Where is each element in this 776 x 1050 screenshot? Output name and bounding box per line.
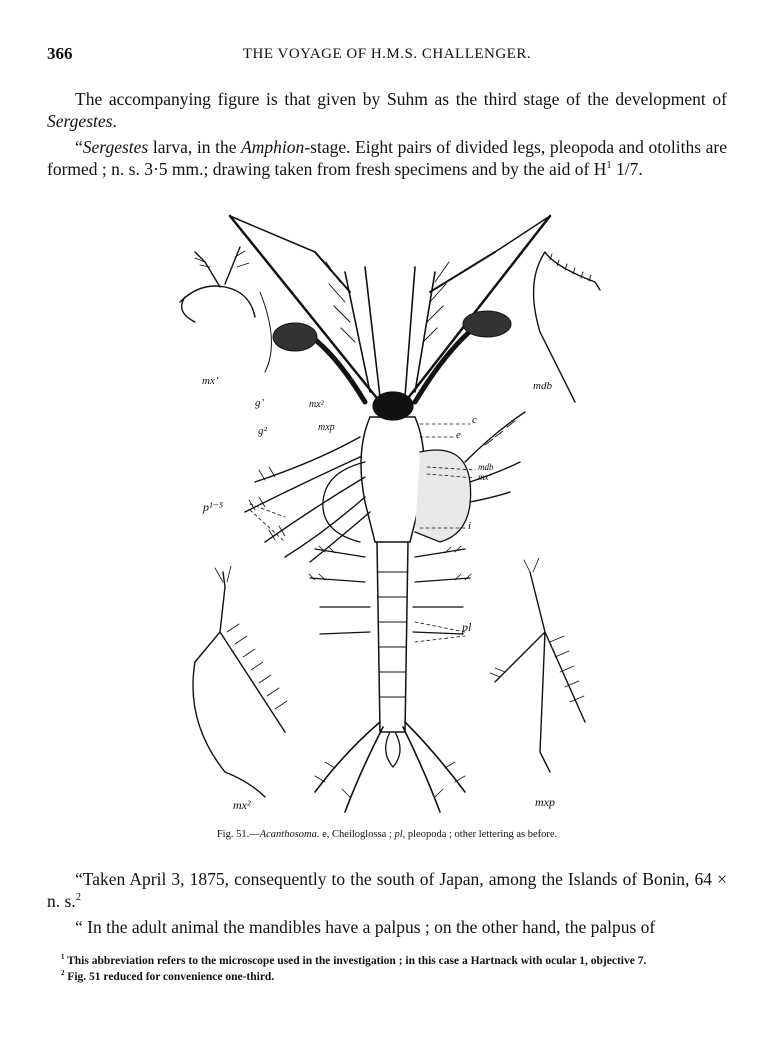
label-mdb-mid: mdb <box>478 462 494 472</box>
italic-amphion: Amphion <box>241 137 305 157</box>
caption-text-a: e, Cheiloglossa ; <box>319 829 395 840</box>
running-title: THE VOYAGE OF H.M.S. CHALLENGER. <box>242 46 532 62</box>
paragraph-quote-text-b: -stage. Eight pairs of divided legs, pleopoda and otoliths are formed ; n. s. 3·5 mm.; drawing taken from fresh specimens and by the aid of H <box>47 137 728 179</box>
paragraph-intro-text: The accompanying figure is that given by Suhm as the third stage of the development of <box>75 89 727 109</box>
label-mx2-bottom: mx² <box>233 798 251 812</box>
label-i: i <box>468 520 472 532</box>
label-mx1: mx’ <box>202 375 219 387</box>
label-mx-mid: mx’ <box>478 472 492 482</box>
body-text-bottom <box>47 868 727 938</box>
page-header <box>47 44 727 68</box>
italic-sergestes: Sergestes <box>47 111 113 131</box>
tail-fan <box>315 722 465 812</box>
open-quote: “ <box>75 137 83 157</box>
caption-text-b: , pleopoda ; other lettering as before. <box>402 829 558 840</box>
caption-genus: Acanthosoma. <box>259 829 320 840</box>
objective-fraction: 1/7 <box>616 159 639 179</box>
paragraph-taken-text: “Taken April 3, 1875, consequently to the south of Japan, among the Islands of Bonin, 64 × n. s. <box>47 869 727 911</box>
label-p15: p¹⁻⁵ <box>203 500 224 514</box>
figure-caption <box>47 829 727 840</box>
label-mxp-bottom: mxp <box>535 795 555 809</box>
inset-mx1 <box>180 247 271 372</box>
inset-mxp <box>490 558 585 772</box>
label-c: c <box>472 414 477 426</box>
paragraph-taken <box>47 868 727 912</box>
page-number: 366 <box>47 44 73 63</box>
label-mxp-top: mxp <box>318 422 335 433</box>
footnote-1-mark: 1 <box>61 954 65 962</box>
paragraph-quote <box>47 136 727 180</box>
inset-mx2 <box>193 566 287 797</box>
carapace-and-body <box>323 417 471 767</box>
paragraph-adult-text: “ In the adult animal the mandibles have a palpus ; on the other hand, the palpus of <box>75 917 656 937</box>
label-e: e <box>456 429 461 441</box>
left-thoracic-legs <box>245 437 370 562</box>
label-g1: g’ <box>255 397 265 409</box>
label-mdb-right: mdb <box>533 380 552 392</box>
footnote-1-text: This abbreviation refers to the microscope used in the investigation ; in this case a Hartnack with ocular 1, objective 7. <box>64 955 647 967</box>
label-mx2-top: mx² <box>309 399 324 410</box>
italic-sergestes-2: Sergestes <box>82 137 149 157</box>
label-g2: g² <box>258 425 267 437</box>
footnote-ref-2: 2 <box>75 892 81 904</box>
caption-prefix: Fig. 51.— <box>216 829 260 840</box>
figure-51 <box>165 212 615 822</box>
paragraph-intro <box>47 88 727 132</box>
body-text-top <box>47 88 727 180</box>
footnote-2 <box>47 970 727 985</box>
paragraph-quote-end: . <box>638 159 643 179</box>
footnote-2-text: Fig. 51 reduced for convenience one-third. <box>64 971 275 983</box>
footnote-ref-1: 1 <box>606 160 612 172</box>
paragraph-intro-end: . <box>112 111 117 131</box>
footnotes <box>47 954 727 985</box>
label-pl: pl <box>462 620 472 634</box>
footnote-1 <box>47 954 727 969</box>
antennae-group <box>230 216 550 402</box>
caption-pl: pl <box>394 829 403 840</box>
larva-illustration <box>165 212 615 822</box>
paragraph-quote-text-a: larva, in the <box>148 137 242 157</box>
paragraph-adult <box>47 916 727 938</box>
footnote-2-mark: 2 <box>61 970 65 978</box>
pleopoda-bristles <box>309 546 471 634</box>
